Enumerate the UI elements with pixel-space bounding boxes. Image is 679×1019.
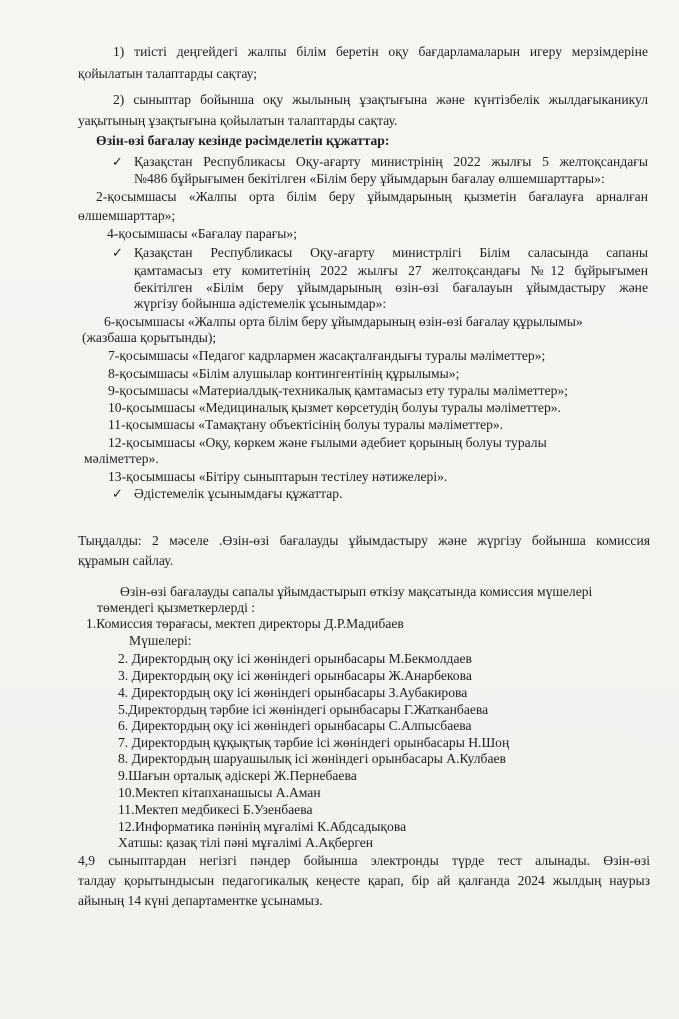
text-line: №486 бұйрығымен бекітілген «Білім беру ұйымдарын бағалау өлшемшарттары»: (134, 171, 605, 186)
bullet-text: Әдістемелік ұсынымдағы құжаттар. (134, 486, 343, 501)
text-line: 7-қосымшасы «Педагог кадрлармен жасақталғандығы туралы мәліметтер»; (108, 348, 546, 363)
text-line: (жазбаша қорытынды); (82, 330, 217, 345)
member-item: 8. Директордың шаруашылық ісі жөніндегі орынбасары А.Кулбаев (118, 751, 506, 766)
text-line: 13-қосымшасы «Бітіру сыныптарын тестілеу нәтижелері». (108, 469, 448, 484)
member-item: 11.Мектеп медбикесі Б.Узенбаева (118, 802, 313, 817)
text-line: құрамын сайлау. (78, 553, 174, 568)
text-line: айының 14 күні департаментке ұсынамыз. (78, 893, 323, 908)
bullet-text: Қазақстан Республикасы Оқу-ағарту министрлігі Білім саласында сапаны (134, 245, 648, 260)
text-line: 10-қосымшасы «Медициналық қызмет көрсетудің болуы туралы мәліметтер». (108, 400, 561, 415)
text-line: өлшемшарттар»; (78, 208, 176, 223)
member-item: 3. Директордың оқу ісі жөніндегі орынбасары Ж.Анарбекова (118, 668, 472, 683)
member-item: 5.Директордың тәрбие ісі жөніндегі орынбасары Г.Жатканбаева (118, 702, 489, 717)
text-line: бекітілген «Білім беру ұйымдарының өзін-өзі бағалауын ұйымдастыру және (134, 280, 648, 295)
text-line: төмендегі қызметкерлерді : (97, 600, 256, 615)
text-line: Өзін-өзі бағалауды сапалы ұйымдастырып өткізу мақсатында комиссия мүшелері (120, 584, 593, 599)
bullet-item (112, 486, 343, 502)
text-line: 4-қосымшасы «Бағалау парағы»; (107, 226, 298, 241)
check-icon: ✓ (112, 154, 123, 169)
check-icon: ✓ (112, 486, 123, 501)
text-line: 2-қосымшасы «Жалпы орта білім беру ұйымдарының қызметін бағалауға арналған (96, 189, 648, 204)
member-item: 10.Мектеп кітапханашысы А.Аман (118, 785, 321, 800)
text-line: 8-қосымшасы «Білім алушылар контингентінің құрылымы»; (108, 366, 460, 381)
member-item: 9.Шағын орталық әдіскері Ж.Пернебаева (118, 768, 357, 783)
text-line: жүргізу бойынша әдістемелік ұсынымдар»: (134, 296, 387, 311)
text-line: қойылатын талаптарды сақтау; (78, 66, 258, 81)
text-line: 12-қосымшасы «Оқу, көркем және ғылыми әдебиет қорының болуы туралы (108, 435, 547, 450)
text-line: 1) тиісті деңгейдегі жалпы білім беретін оқу бағдарламаларын игеру мерзімдеріне (113, 44, 648, 59)
text-line: Тыңдалды: 2 мәселе .Өзін-өзі бағалауды ұйымдастыру және жүргізу бойынша комиссия (78, 533, 650, 548)
text-line: 9-қосымшасы «Материалдық-техникалық қамтамасыз ету туралы мәліметтер»; (108, 383, 569, 398)
member-item: 12.Информатика пәнінің мұғалімі К.Абдсадықова (118, 819, 407, 834)
member-item: 2. Директордың оқу ісі жөніндегі орынбасары М.Бекмолдаев (118, 651, 472, 666)
bullet-text: Қазақстан Республикасы Оқу-ағарту министрінің 2022 жылғы 5 желтоқсандағы (134, 154, 648, 169)
commission-chair: 1.Комиссия төрағасы, мектеп директоры Д.Р.Мадибаев (86, 616, 404, 631)
text-line: 2) сыныптар бойынша оқу жылының ұзақтығына және күнтізбелік жылдағыканикул (113, 92, 648, 107)
text-line: 4,9 сыныптардан негізгі пәндер бойынша электронды түрде тест алынады. Өзін-өзі (78, 853, 650, 868)
text-line: талдау қорытындысын педагогикалық кеңесте қарап, бір ай қалғанда 2024 жылдың наурыз (78, 873, 650, 888)
section-heading: Өзін-өзі бағалау кезінде рәсімделетін құжаттар: (96, 133, 390, 148)
bullet-item (112, 245, 648, 261)
member-item: 7. Директордың құқықтық тәрбие ісі жөніндегі орынбасары Н.Шоң (118, 735, 510, 750)
text-line: қамтамасыз ету комитетінің 2022 жылғы 27 желтоқсандағы №12 бұйрығымен (134, 263, 648, 278)
text-line: 6-қосымшасы «Жалпы орта білім беру ұйымдарының өзін-өзі бағалау құрылымы» (104, 314, 583, 329)
check-icon: ✓ (112, 245, 123, 260)
text-line: уақытының ұзақтығына қойылатын талаптарды сақтау. (78, 113, 398, 128)
member-item: 4. Директордың оқу ісі жөніндегі орынбасары З.Аубакирова (118, 685, 468, 700)
text-line: 11-қосымшасы «Тамақтану объектісінің болуы туралы мәліметтер». (108, 417, 504, 432)
text-line: мәліметтер». (84, 451, 159, 466)
members-heading: Мүшелері: (129, 633, 192, 648)
secretary: Хатшы: қазақ тілі пәні мұғалімі А.Ақберген (118, 835, 374, 850)
bullet-item (112, 154, 648, 170)
member-item: 6. Директордың оқу ісі жөніндегі орынбасары С.Алпысбаева (118, 718, 472, 733)
